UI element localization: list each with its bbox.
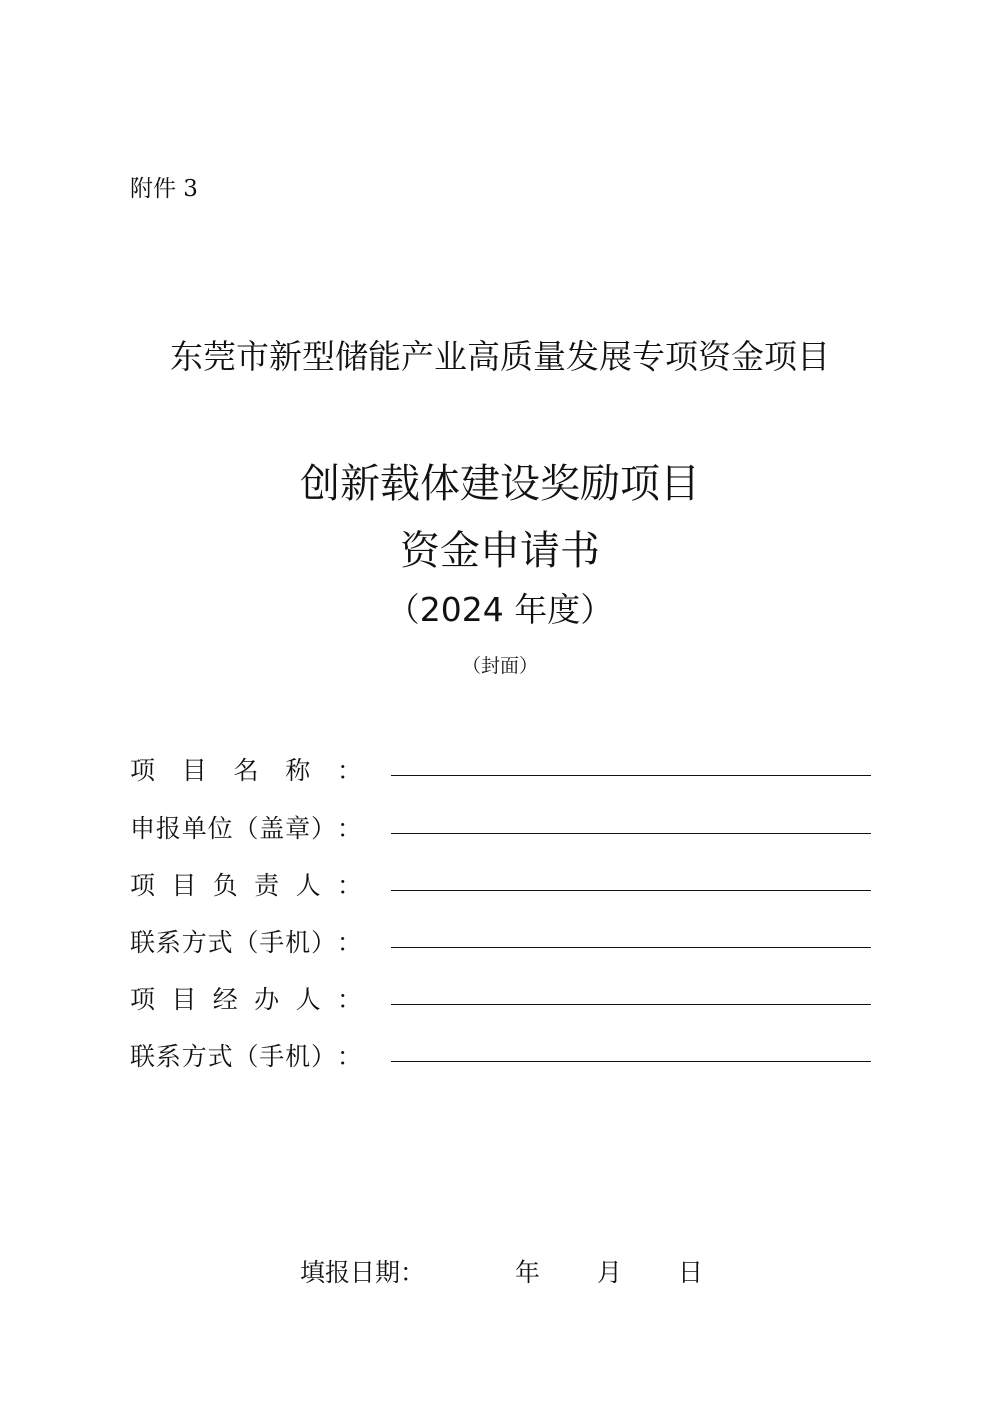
year-line: （2024 年度） bbox=[386, 590, 614, 629]
label-char: 方 bbox=[181, 928, 207, 957]
label-char: 目 bbox=[171, 985, 197, 1014]
label-char: 手 bbox=[259, 928, 285, 957]
label-char: 项 bbox=[130, 871, 156, 900]
attachment-label: 附件 3 bbox=[130, 176, 198, 202]
label-char: 负 bbox=[212, 871, 238, 900]
field-line-leader-phone[interactable] bbox=[391, 947, 871, 948]
label-char: 人 bbox=[295, 871, 321, 900]
field-label-project-name bbox=[130, 751, 362, 787]
label-char: 位 bbox=[207, 814, 233, 843]
label-char: 机 bbox=[285, 928, 311, 957]
label-char: 联 bbox=[130, 1042, 156, 1071]
field-line-project-leader[interactable] bbox=[391, 890, 871, 891]
label-char: 手 bbox=[259, 1042, 285, 1071]
fill-date-label: 填报日期： bbox=[300, 1258, 426, 1287]
label-char: ） bbox=[311, 928, 337, 957]
label-char: （ bbox=[233, 1042, 259, 1071]
fill-date-year-unit: 年 bbox=[515, 1258, 541, 1287]
label-char: ） bbox=[311, 1042, 337, 1071]
label-char: 责 bbox=[254, 871, 280, 900]
field-line-project-handler[interactable] bbox=[391, 1004, 871, 1005]
label-char: 单 bbox=[181, 814, 207, 843]
field-label-applicant-unit bbox=[130, 809, 362, 845]
label-char: ： bbox=[336, 928, 362, 957]
label-char: 经 bbox=[212, 985, 238, 1014]
label-char: 项 bbox=[130, 985, 156, 1014]
label-char: 报 bbox=[155, 814, 181, 843]
field-line-handler-phone[interactable] bbox=[391, 1061, 871, 1062]
program-title: 东莞市新型储能产业高质量发展专项资金项目 bbox=[170, 337, 830, 376]
label-char: 目 bbox=[181, 756, 207, 785]
label-char: ： bbox=[336, 871, 362, 900]
field-label-handler-phone bbox=[130, 1037, 362, 1073]
fill-date-month-unit: 月 bbox=[597, 1258, 623, 1287]
label-char: 章 bbox=[285, 814, 311, 843]
label-char: 称 bbox=[285, 756, 311, 785]
field-label-project-handler bbox=[130, 980, 362, 1016]
cover-title-line1: 创新载体建设奖励项目 bbox=[300, 461, 700, 507]
cover-note: （封面） bbox=[461, 655, 538, 677]
label-char: ： bbox=[336, 1042, 362, 1071]
label-char: 式 bbox=[207, 1042, 233, 1071]
field-label-leader-phone bbox=[130, 923, 362, 959]
label-char: 办 bbox=[254, 985, 280, 1014]
label-char: ： bbox=[336, 985, 362, 1014]
label-char: 系 bbox=[155, 1042, 181, 1071]
cover-title-line2: 资金申请书 bbox=[400, 528, 600, 574]
label-char: 联 bbox=[130, 928, 156, 957]
label-char: 机 bbox=[285, 1042, 311, 1071]
label-char: 名 bbox=[233, 756, 259, 785]
label-char: 式 bbox=[207, 928, 233, 957]
label-char: 盖 bbox=[259, 814, 285, 843]
label-char: ： bbox=[336, 814, 362, 843]
label-char: （ bbox=[233, 814, 259, 843]
label-char: ） bbox=[311, 814, 337, 843]
label-char: ： bbox=[336, 756, 362, 785]
label-char: 申 bbox=[130, 814, 156, 843]
field-label-project-leader bbox=[130, 866, 362, 902]
label-char: 方 bbox=[181, 1042, 207, 1071]
label-char: （ bbox=[233, 928, 259, 957]
label-char: 系 bbox=[155, 928, 181, 957]
field-line-project-name[interactable] bbox=[391, 775, 871, 776]
fill-date-day-unit: 日 bbox=[678, 1258, 704, 1287]
field-line-applicant-unit[interactable] bbox=[391, 833, 871, 834]
label-char: 目 bbox=[171, 871, 197, 900]
label-char: 项 bbox=[130, 756, 156, 785]
label-char: 人 bbox=[295, 985, 321, 1014]
